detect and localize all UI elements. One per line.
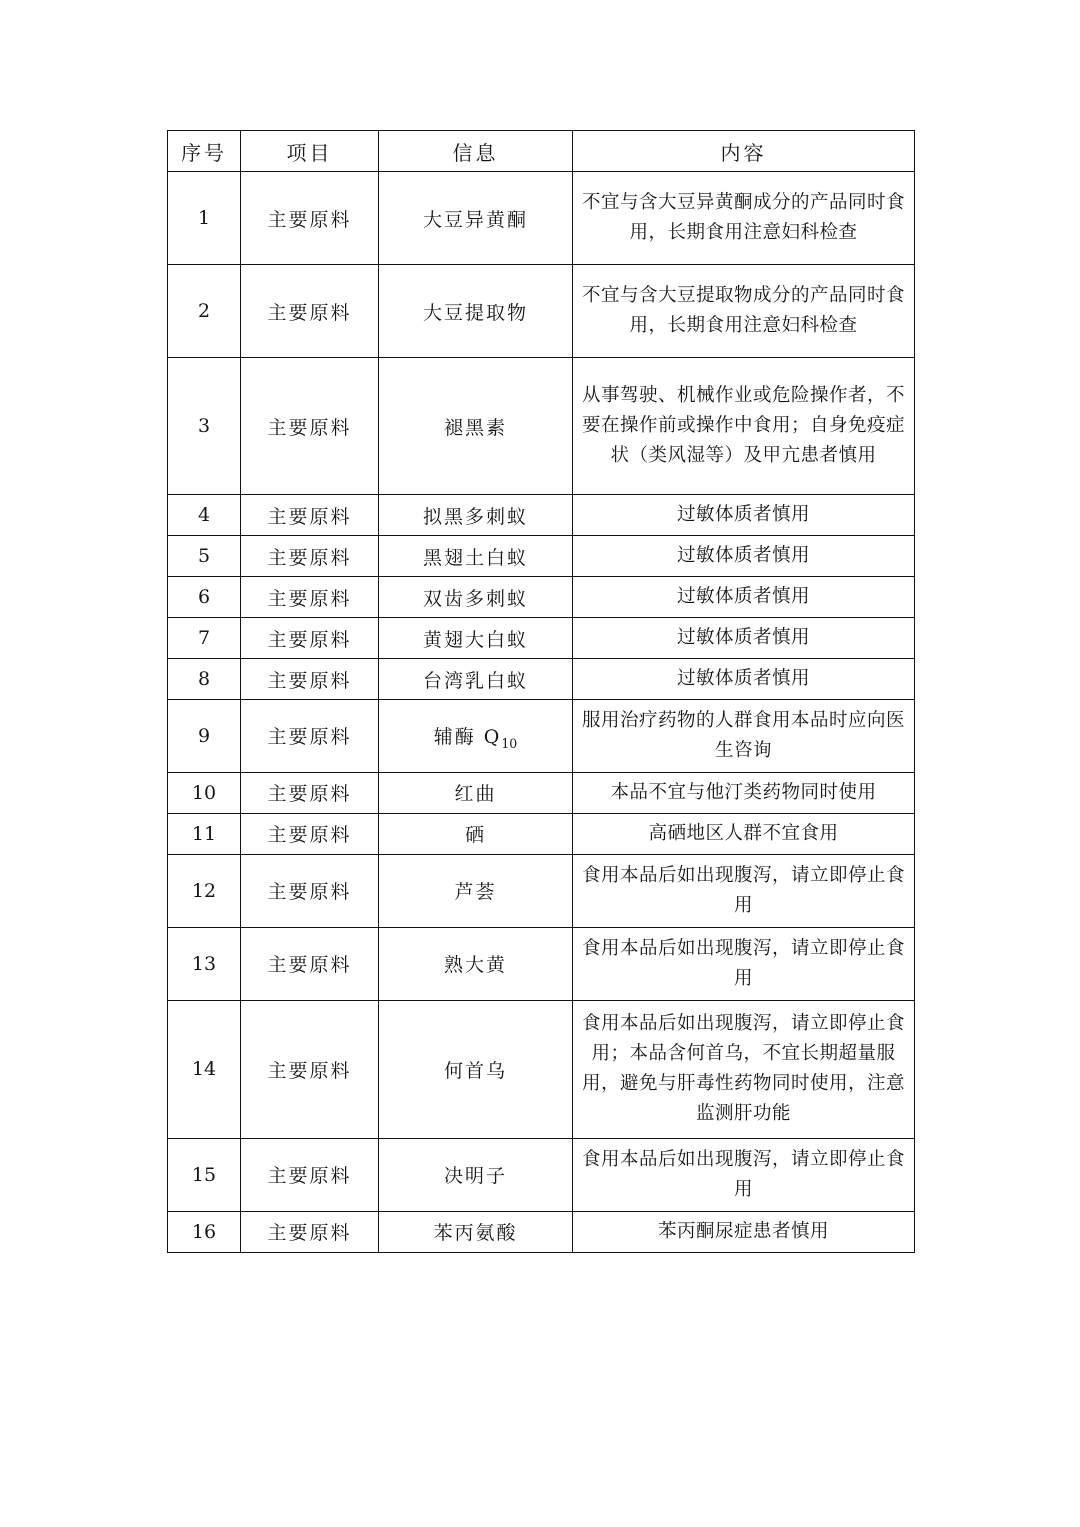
table-row: [168, 577, 915, 618]
cell-info: 硒: [379, 813, 573, 854]
cell-info: 苯丙氨酸: [379, 1211, 573, 1252]
cell-item: 主要原料: [241, 1000, 379, 1138]
info-base-text: 辅酶 Q: [433, 725, 502, 748]
cell-content: [573, 700, 915, 773]
cell-item: 主要原料: [241, 536, 379, 577]
cell-content-text: 服用治疗药物的人群食用本品时应向医生咨询: [582, 710, 906, 761]
table-row: [168, 772, 915, 813]
cell-content: [573, 1211, 915, 1252]
cell-sequence-number: 4: [168, 495, 241, 536]
cell-content-text: 食用本品后如出现腹泻，请立即停止食用: [582, 1148, 906, 1200]
cell-content: [573, 265, 915, 358]
cell-content-text: 不宜与含大豆提取物成分的产品同时食用，长期食用注意妇科检查: [581, 285, 905, 336]
table-row: [168, 495, 915, 536]
cell-info: 何首乌: [379, 1000, 573, 1138]
table-row: [168, 358, 915, 495]
table-row: [168, 618, 915, 659]
cell-content-text: 过敏体质者慎用: [676, 626, 810, 648]
cell-content: [573, 358, 915, 495]
table-header: [168, 131, 915, 172]
cell-item: 主要原料: [241, 854, 379, 927]
cell-info: 双齿多刺蚁: [379, 577, 573, 618]
cell-item: 主要原料: [241, 265, 379, 358]
cell-info: 熟大黄: [379, 927, 573, 1000]
table-row: [168, 700, 915, 773]
cell-content: [573, 495, 915, 536]
info-subscript-text: 10: [501, 735, 518, 751]
column-header-item: 项目: [241, 131, 379, 172]
cell-item: 主要原料: [241, 577, 379, 618]
cell-info: 褪黑素: [379, 358, 573, 495]
cell-sequence-number: 16: [168, 1211, 241, 1252]
cell-sequence-number: 7: [168, 618, 241, 659]
cell-content-text: 食用本品后如出现腹泻，请立即停止食用；本品含何首乌，不宜长期超量服用，避免与肝毒性药物同时使用，注意监测肝功能: [581, 1013, 905, 1125]
cell-content: [573, 1000, 915, 1138]
cell-sequence-number: 9: [168, 700, 241, 773]
ingredient-warning-table-container: [167, 130, 914, 1253]
cell-content-text: 本品不宜与他汀类药物同时使用: [610, 781, 877, 803]
cell-item: 主要原料: [241, 772, 379, 813]
cell-info: 台湾乳白蚁: [379, 659, 573, 700]
cell-content-text: 苯丙酮尿症患者慎用: [657, 1220, 829, 1242]
ingredient-warning-table: [167, 130, 915, 1253]
column-header-info: 信息: [379, 131, 573, 172]
cell-sequence-number: 14: [168, 1000, 241, 1138]
cell-item: 主要原料: [241, 495, 379, 536]
cell-item: 主要原料: [241, 927, 379, 1000]
column-header-content: 内容: [573, 131, 915, 172]
cell-sequence-number: 2: [168, 265, 241, 358]
cell-item: 主要原料: [241, 1211, 379, 1252]
cell-sequence-number: 1: [168, 172, 241, 265]
cell-sequence-number: 6: [168, 577, 241, 618]
cell-content-text: 过敏体质者慎用: [676, 585, 810, 607]
table-row: [168, 1000, 915, 1138]
cell-content-text: 不宜与含大豆异黄酮成分的产品同时食用，长期食用注意妇科检查: [581, 192, 905, 243]
cell-content: [573, 577, 915, 618]
cell-item: 主要原料: [241, 659, 379, 700]
cell-sequence-number: 3: [168, 358, 241, 495]
table-row: [168, 172, 915, 265]
cell-info: 决明子: [379, 1138, 573, 1211]
cell-content: [573, 854, 915, 927]
table-row: [168, 265, 915, 358]
cell-content-text: 食用本品后如出现腹泻，请立即停止食用: [582, 864, 906, 916]
table-header-row: [168, 131, 915, 172]
cell-content-text: 过敏体质者慎用: [676, 503, 810, 525]
cell-info: 大豆异黄酮: [379, 172, 573, 265]
cell-sequence-number: 8: [168, 659, 241, 700]
cell-item: 主要原料: [241, 618, 379, 659]
table-row: [168, 1138, 915, 1211]
column-header-no: 序号: [168, 131, 241, 172]
cell-info: 红曲: [379, 772, 573, 813]
cell-content-text: 过敏体质者慎用: [676, 544, 810, 566]
cell-sequence-number: 12: [168, 854, 241, 927]
cell-sequence-number: 10: [168, 772, 241, 813]
table-row: [168, 927, 915, 1000]
cell-info: 拟黑多刺蚁: [379, 495, 573, 536]
cell-content: [573, 536, 915, 577]
cell-item: 主要原料: [241, 172, 379, 265]
table-row: [168, 536, 915, 577]
cell-sequence-number: 13: [168, 927, 241, 1000]
cell-item: 主要原料: [241, 358, 379, 495]
cell-content: [573, 813, 915, 854]
cell-content-text: 食用本品后如出现腹泻，请立即停止食用: [582, 937, 906, 989]
cell-sequence-number: 15: [168, 1138, 241, 1211]
cell-info: 黄翅大白蚁: [379, 618, 573, 659]
cell-sequence-number: 11: [168, 813, 241, 854]
cell-sequence-number: 5: [168, 536, 241, 577]
table-body: [168, 172, 915, 1253]
cell-content-text: 高硒地区人群不宜食用: [648, 822, 839, 844]
cell-content-text: 从事驾驶、机械作业或危险操作者，不要在操作前或操作中食用；自身免疫症状（类风湿等）及甲亢患者慎用: [581, 385, 905, 466]
cell-content: [573, 659, 915, 700]
cell-info: 大豆提取物: [379, 265, 573, 358]
cell-content: [573, 172, 915, 265]
cell-info: [379, 700, 573, 773]
table-row: [168, 813, 915, 854]
cell-item: 主要原料: [241, 1138, 379, 1211]
cell-item: 主要原料: [241, 700, 379, 773]
table-row: [168, 1211, 915, 1252]
cell-info: 黑翅土白蚁: [379, 536, 573, 577]
cell-content: [573, 618, 915, 659]
cell-content: [573, 927, 915, 1000]
cell-item: 主要原料: [241, 813, 379, 854]
cell-info: 芦荟: [379, 854, 573, 927]
cell-content: [573, 1138, 915, 1211]
cell-content-text: 过敏体质者慎用: [676, 667, 810, 689]
table-row: [168, 854, 915, 927]
table-row: [168, 659, 915, 700]
cell-content: [573, 772, 915, 813]
